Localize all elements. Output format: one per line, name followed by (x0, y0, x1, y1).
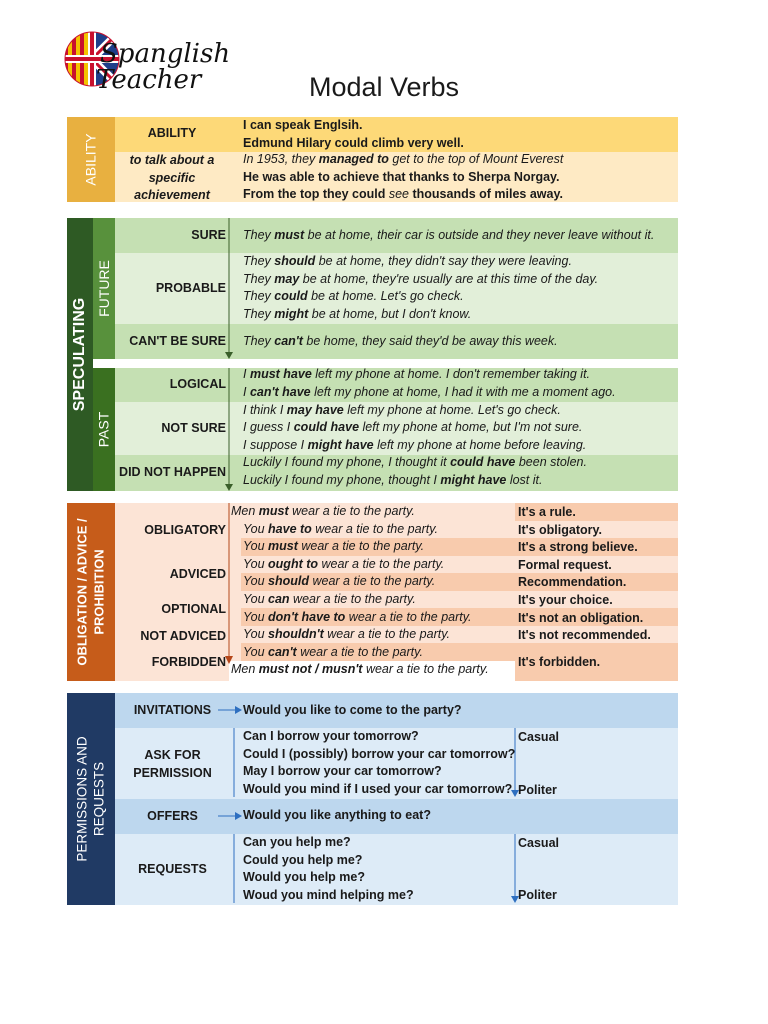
example-sentence: Men must wear a tie to the party. (231, 504, 415, 518)
label-offers: OFFERS (147, 809, 198, 823)
example-sentence: Would you help me? (243, 870, 365, 884)
example-sentence: I can't have left my phone at home, I had it with me a moment ago. (243, 384, 616, 399)
register-politer: Politer (518, 783, 557, 797)
example-sentence: Would you like to come to the party? (243, 703, 462, 717)
usage-note: It's your choice. (518, 593, 613, 607)
example-sentence: You ought to wear a tie to the party. (243, 556, 445, 571)
example-sentence: I can speak Englsih. (243, 118, 363, 132)
label-obligatory: OBLIGATORY (144, 523, 226, 537)
ability-band: ABILITY (67, 117, 115, 202)
label-forbidden: FORBIDDEN (151, 655, 226, 669)
example-sentence: Would you like anything to eat? (243, 808, 431, 822)
example-sentence: Edmund Hilary could climb very well. (243, 135, 464, 150)
usage-note: It's a rule. (518, 505, 576, 519)
usage-note: Recommendation. (518, 575, 627, 589)
example-sentence: You should wear a tie to the party. (243, 574, 436, 588)
example-sentence: You must wear a tie to the party. (243, 539, 425, 553)
example-sentence: They might be at home, but I don't know. (243, 306, 472, 321)
example-sentence: Men must not / musn't wear a tie to the party. (231, 662, 489, 676)
usage-note: Formal request. (518, 557, 612, 572)
example-sentence: Would you mind if I used your car tomorrow? (243, 781, 513, 796)
label-requests: REQUESTS (138, 862, 207, 876)
example-sentence: Could you help me? (243, 852, 363, 867)
usage-note: It's obligatory. (518, 522, 602, 537)
usage-note: It's forbidden. (518, 655, 601, 669)
example-sentence: Can you help me? (243, 835, 351, 849)
label-achievement: to talk about a specific achievement (129, 153, 215, 202)
register-casual: Casual (518, 730, 559, 744)
example-sentence: May I borrow your car tomorrow? (243, 764, 442, 778)
label-adviced: ADVICED (169, 567, 226, 581)
label-ability: ABILITY (147, 126, 197, 140)
label-not-adviced: NOT ADVICED (140, 629, 226, 643)
example-sentence: I suppose I might have left my phone at home before leaving. (243, 437, 587, 452)
past-band: PAST (93, 368, 115, 491)
svg-text:Teacher: Teacher (96, 65, 202, 95)
usage-note: It's not recommended. (518, 628, 651, 642)
svg-text:Spanglish: Spanglish (100, 39, 231, 69)
example-sentence: Woud you mind helping me? (243, 887, 414, 902)
example-sentence: I guess I could have left my phone at home, but I'm not sure. (243, 420, 583, 434)
example-sentence: I think I may have left my phone at home. Let's go check. (243, 402, 561, 417)
example-sentence: From the top they could see thousands of miles away. (243, 187, 563, 201)
label-invitations: INVITATIONS (133, 703, 212, 717)
future-band: FUTURE (93, 218, 115, 359)
example-sentence: Luckily I found my phone, I thought it could have been stolen. (243, 455, 587, 469)
example-sentence: They may be at home, they're usually are at this time of the day. (243, 271, 599, 286)
example-sentence: He was able to achieve that thanks to Sherpa Norgay. (243, 169, 560, 184)
page-title: Modal Verbs (308, 72, 460, 102)
permissions-band: PERMISSIONS AND REQUESTS (67, 693, 115, 905)
example-sentence: You have to wear a tie to the party. (243, 521, 439, 536)
example-sentence: Could I (possibly) borrow your car tomorrow? (243, 746, 516, 761)
usage-note: It's not an obligation. (518, 610, 644, 625)
example-sentence: They can't be home, they said they'd be away this week. (243, 334, 558, 348)
example-sentence: They could be at home. Let's go check. (243, 289, 464, 303)
label-optional: OPTIONAL (161, 602, 226, 616)
label-ask-for-permission: ASK FOR PERMISSION (133, 748, 212, 780)
example-sentence: In 1953, they managed to get to the top of Mount Everest (243, 152, 564, 166)
label-logical: LOGICAL (169, 377, 226, 391)
example-sentence: You can wear a tie to the party. (243, 592, 416, 606)
label-probable: PROBABLE (155, 281, 226, 295)
label-not-sure: NOT SURE (161, 421, 226, 435)
example-sentence: They must be at home, their car is outside and they never leave without it. (243, 228, 655, 242)
example-sentence: They should be at home, they didn't say they were leaving. (243, 254, 572, 268)
label-cant-be-sure: CAN'T BE SURE (129, 334, 226, 348)
obligation-band: OBLIGATION / ADVICE / PROHIBITION (67, 503, 115, 681)
label-sure: SURE (191, 228, 226, 242)
example-sentence: Can I borrow your tomorrow? (243, 729, 419, 743)
example-sentence: You shouldn't wear a tie to the party. (243, 627, 451, 641)
example-sentence: You don't have to wear a tie to the party. (243, 609, 472, 624)
example-sentence: I must have left my phone at home. I don't remember taking it. (243, 367, 591, 381)
register-casual: Casual (518, 836, 559, 850)
usage-note: It's a strong believe. (518, 540, 638, 554)
speculating-band: SPECULATING (67, 218, 93, 491)
example-sentence: Luckily I found my phone, thought I might have lost it. (243, 472, 543, 487)
example-sentence: You can't wear a tie to the party. (243, 644, 423, 659)
label-did-not-happen: DID NOT HAPPEN (119, 465, 226, 479)
register-politer: Politer (518, 888, 557, 902)
